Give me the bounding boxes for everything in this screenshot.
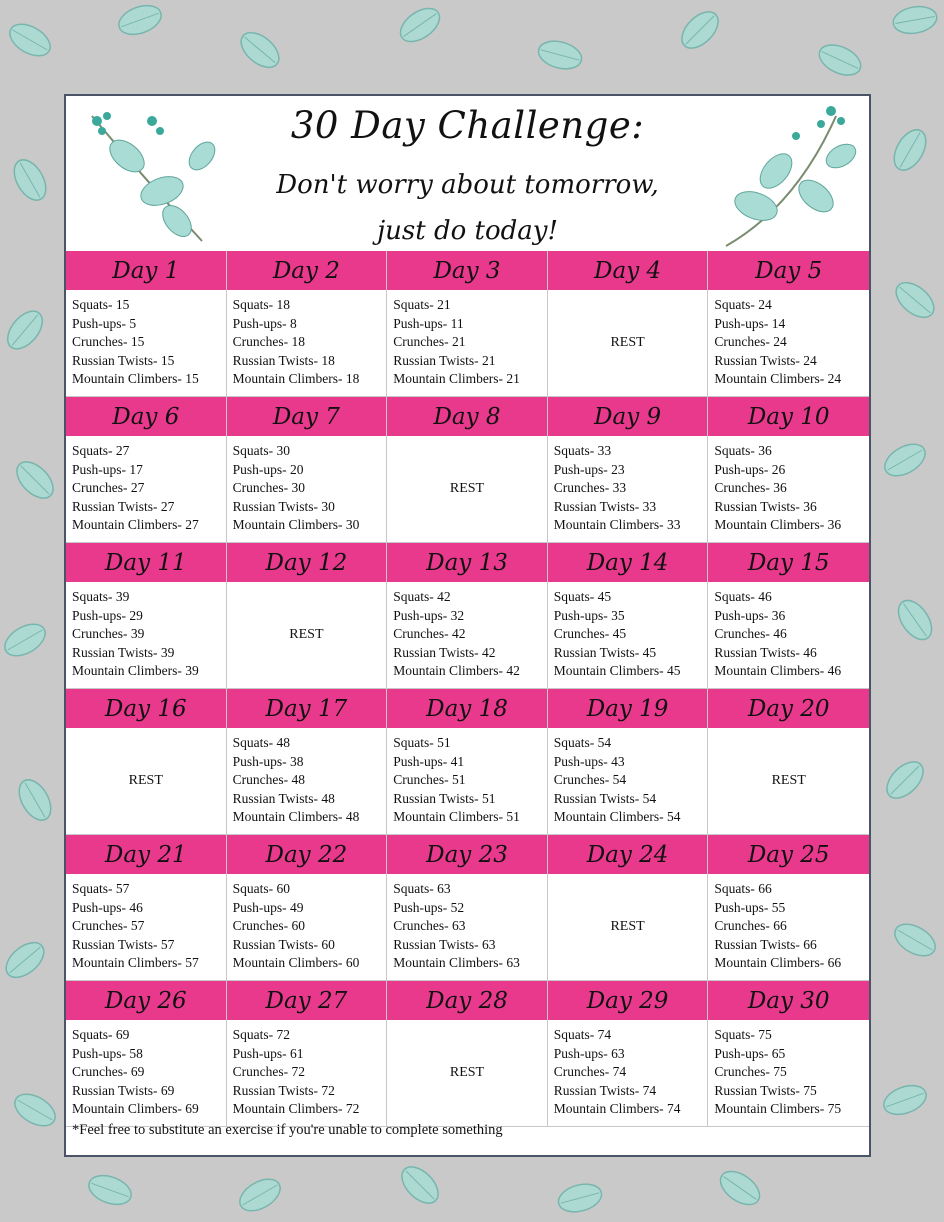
pushups-line: Push-ups- 26 [714,461,786,477]
pushups-line: Push-ups- 36 [714,607,786,623]
mountain-climbers-line: Mountain Climbers- 36 [714,517,842,532]
squats-line: Squats- 21 [393,297,451,312]
russian-twists-line: Russian Twists- 63 [393,936,496,952]
russian-twists-line: Russian Twists- 45 [553,644,657,660]
russian-twists-line: Russian Twists- 36 [714,498,817,514]
squats-line: Squats- 69 [72,1027,130,1042]
day-label: Day 5 [708,251,869,290]
day-cell [708,251,869,397]
rest-label: REST [771,772,806,788]
crunches-line: Crunches- 54 [553,772,627,787]
day-grid [66,251,869,1127]
crunches-line: Crunches- 39 [72,626,145,641]
day-label: Day 8 [387,397,547,436]
day-label: Day 30 [708,981,869,1020]
subtitle-line-2: just do today! [377,216,558,246]
russian-twists-line: Russian Twists- 72 [232,1082,335,1098]
exercise-list [66,290,226,396]
pushups-line: Push-ups- 5 [72,315,137,331]
exercise-list [227,436,387,542]
day-label: Day 14 [548,543,708,582]
day-label: Day 21 [66,835,226,874]
crunches-line: Crunches- 72 [232,1064,305,1079]
exercise-list [66,582,226,688]
squats-line: Squats- 42 [393,589,451,604]
mountain-climbers-line: Mountain Climbers- 46 [714,663,842,678]
day-cell [387,689,548,835]
day-label: Day 10 [708,397,869,436]
mountain-climbers-line: Mountain Climbers- 69 [72,1101,199,1116]
pushups-line: Push-ups- 8 [232,315,297,331]
crunches-line: Crunches- 66 [714,918,787,933]
pushups-line: Push-ups- 17 [72,461,143,477]
crunches-line: Crunches- 60 [232,918,305,933]
squats-line: Squats- 33 [553,443,612,458]
russian-twists-line: Russian Twists- 57 [72,936,175,952]
squats-line: Squats- 63 [393,881,451,896]
pushups-line: Push-ups- 14 [714,315,786,331]
mountain-climbers-line: Mountain Climbers- 33 [553,517,681,532]
day-label: Day 16 [66,689,226,728]
rest-day-body [548,290,708,396]
rest-label: REST [449,480,485,496]
day-label: Day 9 [548,397,708,436]
exercise-list [548,582,708,688]
russian-twists-line: Russian Twists- 74 [553,1082,657,1098]
day-cell [548,689,709,835]
day-label: Day 20 [708,689,869,728]
mountain-climbers-line: Mountain Climbers- 54 [553,809,681,824]
pushups-line: Push-ups- 38 [232,753,304,769]
crunches-line: Crunches- 18 [232,334,305,349]
squats-line: Squats- 72 [232,1027,290,1042]
russian-twists-line: Russian Twists- 33 [553,498,657,514]
exercise-list [66,436,226,542]
crunches-line: Crunches- 69 [72,1064,145,1079]
day-label: Day 26 [66,981,226,1020]
rest-label: REST [610,334,645,350]
russian-twists-line: Russian Twists- 48 [232,790,335,806]
exercise-list [548,436,708,542]
day-label: Day 28 [387,981,547,1020]
exercise-list [227,874,387,980]
russian-twists-line: Russian Twists- 42 [393,644,496,660]
day-cell [708,397,869,543]
exercise-list [708,582,869,688]
day-label: Day 4 [548,251,708,290]
crunches-line: Crunches- 42 [393,626,466,641]
exercise-list [387,290,547,396]
day-label: Day 24 [548,835,708,874]
crunches-line: Crunches- 24 [714,334,787,349]
mountain-climbers-line: Mountain Climbers- 60 [232,955,360,970]
crunches-line: Crunches- 30 [232,480,305,495]
squats-line: Squats- 45 [553,589,612,604]
russian-twists-line: Russian Twists- 66 [714,936,817,952]
pushups-line: Push-ups- 23 [553,461,625,477]
squats-line: Squats- 36 [714,443,772,458]
russian-twists-line: Russian Twists- 18 [232,352,335,368]
footer-note: *Feel free to substitute an exercise if you're unable to complete something [72,1122,503,1138]
day-label: Day 27 [227,981,387,1020]
day-cell [66,689,227,835]
russian-twists-line: Russian Twists- 27 [72,498,175,514]
exercise-list [708,1020,869,1126]
russian-twists-line: Russian Twists- 39 [72,644,175,660]
russian-twists-line: Russian Twists- 30 [232,498,335,514]
day-label: Day 11 [66,543,226,582]
day-label: Day 25 [708,835,869,874]
rest-label: REST [610,918,645,934]
russian-twists-line: Russian Twists- 60 [232,936,335,952]
mountain-climbers-line: Mountain Climbers- 21 [393,371,520,386]
day-cell [227,543,388,689]
mountain-climbers-line: Mountain Climbers- 66 [714,955,842,970]
exercise-list [708,436,869,542]
day-label: Day 12 [227,543,387,582]
exercise-list [66,1020,226,1126]
crunches-line: Crunches- 21 [393,334,466,349]
day-label: Day 23 [387,835,547,874]
exercise-list [227,290,387,396]
day-cell [66,981,227,1127]
rest-day-body [387,1020,547,1126]
crunches-line: Crunches- 51 [393,772,466,787]
russian-twists-line: Russian Twists- 15 [72,352,175,368]
squats-line: Squats- 54 [553,735,612,750]
mountain-climbers-line: Mountain Climbers- 15 [72,371,199,386]
squats-line: Squats- 57 [72,881,130,896]
rest-label: REST [128,772,163,788]
pushups-line: Push-ups- 46 [72,899,143,915]
day-label: Day 13 [387,543,547,582]
day-cell [708,543,869,689]
day-label: Day 29 [548,981,708,1020]
day-label: Day 3 [387,251,547,290]
pushups-line: Push-ups- 29 [72,607,143,623]
day-cell [548,397,709,543]
russian-twists-line: Russian Twists- 51 [393,790,496,806]
day-cell [708,981,869,1127]
mountain-climbers-line: Mountain Climbers- 45 [553,663,681,678]
mountain-climbers-line: Mountain Climbers- 18 [232,371,360,386]
crunches-line: Crunches- 75 [714,1064,787,1079]
mountain-climbers-line: Mountain Climbers- 24 [714,371,842,386]
crunches-line: Crunches- 36 [714,480,787,495]
day-cell [66,397,227,543]
crunches-line: Crunches- 45 [553,626,627,641]
crunches-line: Crunches- 57 [72,918,145,933]
crunches-line: Crunches- 27 [72,480,145,495]
day-label: Day 22 [227,835,387,874]
exercise-list [66,874,226,980]
russian-twists-line: Russian Twists- 21 [393,352,496,368]
day-cell [548,251,709,397]
mountain-climbers-line: Mountain Climbers- 39 [72,663,199,678]
crunches-line: Crunches- 48 [232,772,305,787]
day-label: Day 15 [708,543,869,582]
squats-line: Squats- 75 [714,1027,772,1042]
mountain-climbers-line: Mountain Climbers- 30 [232,517,360,532]
exercise-list [548,728,708,834]
exercise-list [227,1020,387,1126]
squats-line: Squats- 30 [232,443,290,458]
squats-line: Squats- 46 [714,589,772,604]
day-label: Day 18 [387,689,547,728]
mountain-climbers-line: Mountain Climbers- 57 [72,955,199,970]
russian-twists-line: Russian Twists- 75 [714,1082,817,1098]
pushups-line: Push-ups- 65 [714,1045,786,1061]
squats-line: Squats- 15 [72,297,130,312]
day-label: Day 7 [227,397,387,436]
pushups-line: Push-ups- 32 [393,607,465,623]
day-cell [227,981,388,1127]
exercise-list [387,728,547,834]
day-cell [387,543,548,689]
squats-line: Squats- 27 [72,443,130,458]
squats-line: Squats- 60 [232,881,290,896]
day-label: Day 1 [66,251,226,290]
mountain-climbers-line: Mountain Climbers- 75 [714,1101,842,1116]
pushups-line: Push-ups- 20 [232,461,304,477]
rest-day-body [66,728,226,834]
day-cell [227,397,388,543]
day-cell [66,251,227,397]
squats-line: Squats- 74 [553,1027,612,1042]
mountain-climbers-line: Mountain Climbers- 72 [232,1101,360,1116]
subtitle-line-1: Don't worry about tomorrow, [276,170,659,200]
rest-label: REST [289,626,324,642]
mountain-climbers-line: Mountain Climbers- 48 [232,809,360,824]
rest-label: REST [449,1064,485,1080]
rest-day-body [548,874,708,980]
pushups-line: Push-ups- 63 [553,1045,625,1061]
crunches-line: Crunches- 15 [72,334,145,349]
russian-twists-line: Russian Twists- 46 [714,644,817,660]
day-label: Day 19 [548,689,708,728]
day-cell [387,835,548,981]
page-title: 30 Day Challenge: [290,104,645,147]
exercise-list [387,874,547,980]
day-label: Day 2 [227,251,387,290]
exercise-list [708,874,869,980]
header [66,96,869,252]
mountain-climbers-line: Mountain Climbers- 27 [72,517,199,532]
day-label: Day 17 [227,689,387,728]
day-cell [387,397,548,543]
pushups-line: Push-ups- 58 [72,1045,143,1061]
page-subtitle [216,162,719,254]
day-cell [66,543,227,689]
day-cell [708,835,869,981]
squats-line: Squats- 51 [393,735,451,750]
pushups-line: Push-ups- 35 [553,607,625,623]
squats-line: Squats- 66 [714,881,772,896]
squats-line: Squats- 48 [232,735,290,750]
day-cell [387,251,548,397]
crunches-line: Crunches- 46 [714,626,787,641]
pushups-line: Push-ups- 52 [393,899,465,915]
russian-twists-line: Russian Twists- 54 [553,790,657,806]
mountain-climbers-line: Mountain Climbers- 63 [393,955,520,970]
rest-day-body [387,436,547,542]
mountain-climbers-line: Mountain Climbers- 42 [393,663,520,678]
exercise-list [227,728,387,834]
day-cell [66,835,227,981]
pushups-line: Push-ups- 43 [553,753,625,769]
exercise-list [548,1020,708,1126]
pushups-line: Push-ups- 61 [232,1045,304,1061]
day-label: Day 6 [66,397,226,436]
pushups-line: Push-ups- 41 [393,753,465,769]
day-cell [387,981,548,1127]
pushups-line: Push-ups- 49 [232,899,304,915]
day-cell [227,689,388,835]
day-cell [548,981,709,1127]
pushups-line: Push-ups- 11 [393,315,464,331]
exercise-list [708,290,869,396]
crunches-line: Crunches- 63 [393,918,466,933]
crunches-line: Crunches- 74 [553,1064,627,1079]
rest-day-body [227,582,387,688]
day-cell [708,689,869,835]
rest-day-body [708,728,869,834]
pushups-line: Push-ups- 55 [714,899,786,915]
day-cell [227,251,388,397]
russian-twists-line: Russian Twists- 69 [72,1082,175,1098]
russian-twists-line: Russian Twists- 24 [714,352,817,368]
mountain-climbers-line: Mountain Climbers- 74 [553,1101,681,1116]
crunches-line: Crunches- 33 [553,480,627,495]
challenge-card [64,94,871,1157]
day-cell [548,543,709,689]
squats-line: Squats- 24 [714,297,772,312]
exercise-list [387,582,547,688]
squats-line: Squats- 39 [72,589,130,604]
day-cell [227,835,388,981]
mountain-climbers-line: Mountain Climbers- 51 [393,809,520,824]
squats-line: Squats- 18 [232,297,290,312]
day-cell [548,835,709,981]
